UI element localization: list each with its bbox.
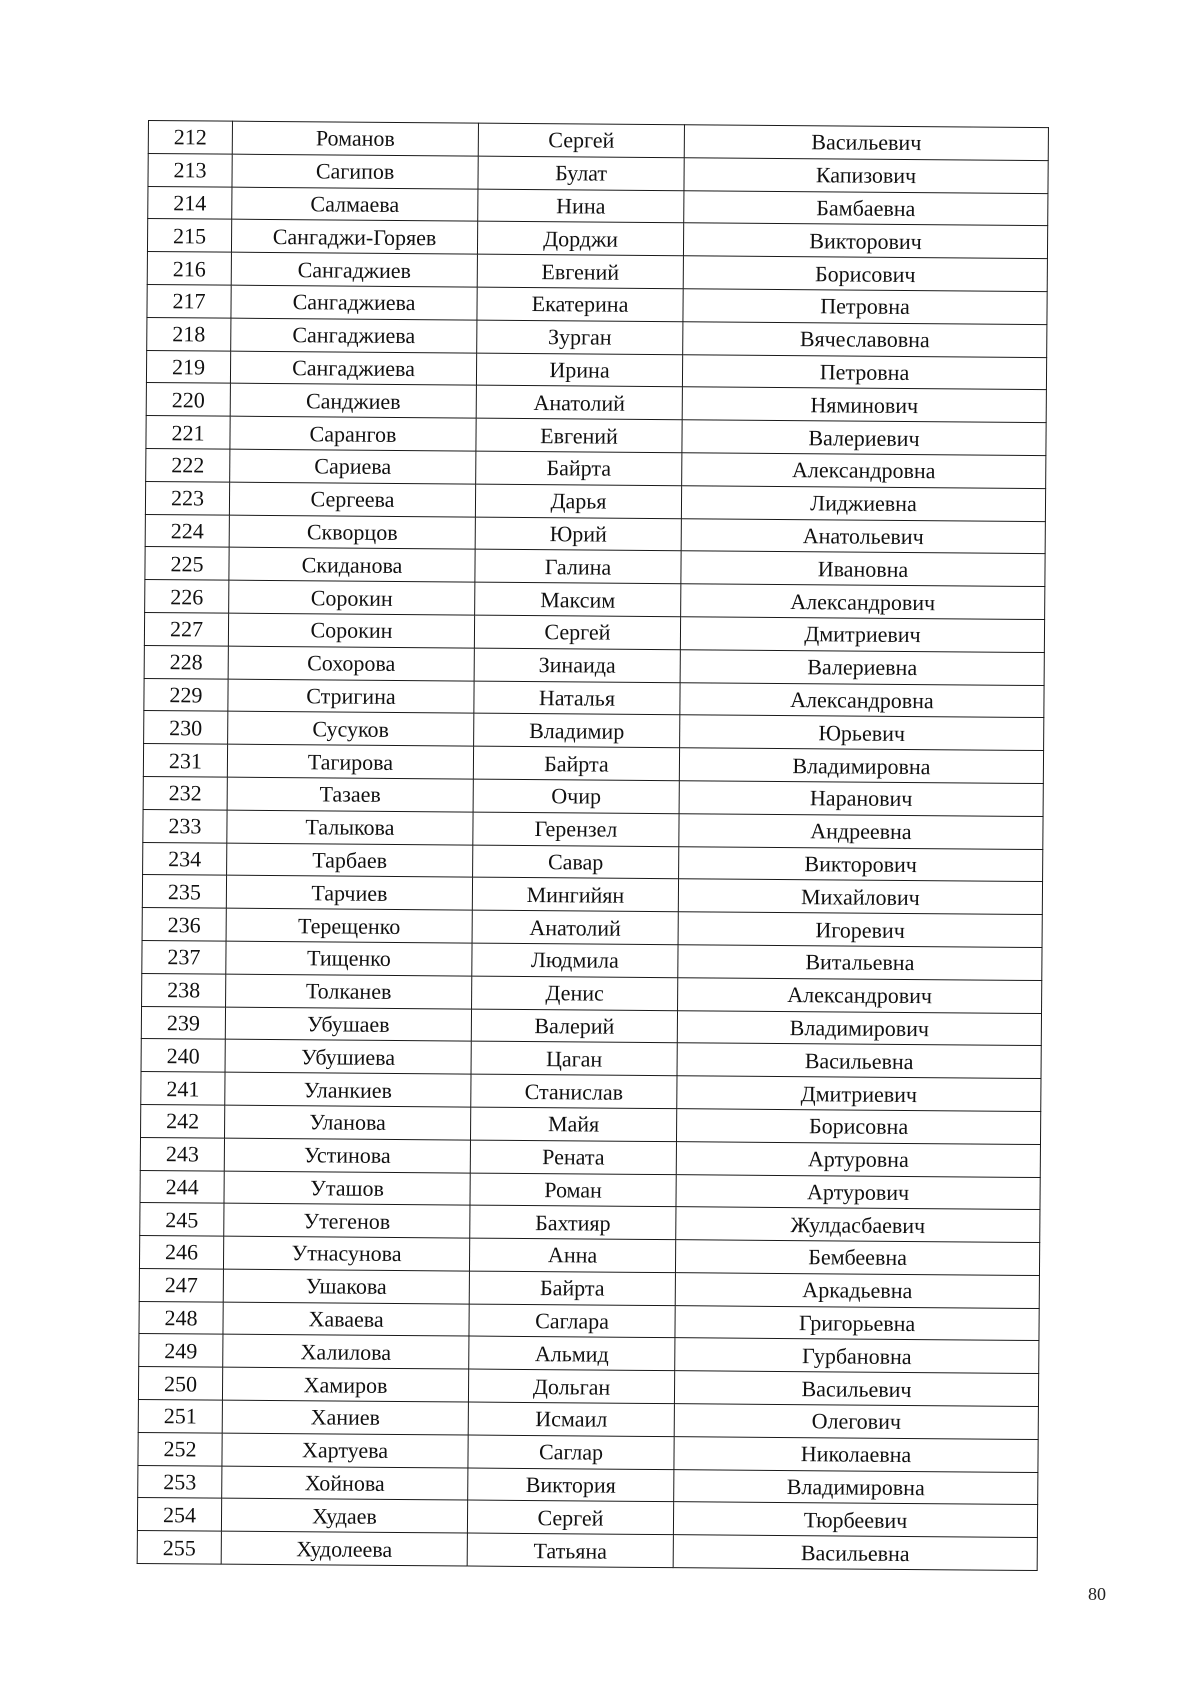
- patronymic-cell: Валериевна: [680, 649, 1044, 685]
- first-name-cell: Дарья: [475, 484, 681, 518]
- last-name-cell: Убушиева: [225, 1039, 471, 1074]
- patronymic-cell: Александрович: [681, 584, 1045, 620]
- last-name-cell: Тазаев: [227, 777, 473, 812]
- first-name-cell: Бахтияр: [470, 1205, 676, 1239]
- patronymic-cell: Тюрбеевич: [673, 1502, 1037, 1538]
- patronymic-cell: Николаевна: [674, 1437, 1038, 1473]
- row-number-cell: 238: [142, 973, 226, 1006]
- last-name-cell: Сангаджиева: [230, 351, 476, 386]
- row-number-cell: 240: [141, 1039, 225, 1072]
- row-number-cell: 235: [142, 875, 226, 908]
- patronymic-cell: Анатольевич: [681, 518, 1045, 554]
- last-name-cell: Устинова: [224, 1138, 470, 1173]
- last-name-cell: Худаев: [221, 1499, 467, 1534]
- row-number-cell: 237: [142, 940, 226, 973]
- last-name-cell: Утнасунова: [223, 1236, 469, 1271]
- patronymic-cell: Бамбаевна: [684, 190, 1048, 226]
- row-number-cell: 253: [138, 1465, 222, 1498]
- first-name-cell: Исмаил: [468, 1402, 674, 1436]
- first-name-cell: Нина: [478, 189, 684, 223]
- row-number-cell: 213: [148, 153, 232, 186]
- patronymic-cell: Петровна: [683, 289, 1047, 325]
- patronymic-cell: Петровна: [682, 354, 1046, 390]
- first-name-cell: Татьяна: [467, 1533, 673, 1567]
- last-name-cell: Хаваева: [223, 1302, 469, 1337]
- first-name-cell: Альмид: [469, 1337, 675, 1371]
- last-name-cell: Стригина: [228, 679, 474, 714]
- patronymic-cell: Борисович: [683, 256, 1047, 292]
- last-name-cell: Хартуева: [222, 1433, 468, 1468]
- row-number-cell: 254: [137, 1498, 221, 1531]
- first-name-cell: Людмила: [472, 943, 678, 977]
- row-number-cell: 218: [147, 317, 231, 350]
- patronymic-cell: Наранович: [679, 781, 1043, 817]
- row-number-cell: 230: [144, 711, 228, 744]
- first-name-cell: Саглара: [469, 1304, 675, 1338]
- first-name-cell: Владимир: [474, 713, 680, 747]
- last-name-cell: Сохорова: [228, 646, 474, 681]
- row-number-cell: 225: [145, 547, 229, 580]
- patronymic-cell: Борисовна: [676, 1109, 1040, 1145]
- first-name-cell: Максим: [475, 582, 681, 616]
- first-name-cell: Очир: [473, 779, 679, 813]
- patronymic-cell: Вячеславовна: [683, 321, 1047, 357]
- first-name-cell: Юрий: [475, 517, 681, 551]
- last-name-cell: Сарангов: [230, 416, 476, 451]
- patronymic-cell: Александровна: [682, 453, 1046, 489]
- first-name-cell: Сергей: [474, 615, 680, 649]
- last-name-cell: Сорокин: [229, 580, 475, 615]
- page-number: 80: [1088, 1584, 1106, 1604]
- patronymic-cell: Владимировна: [679, 748, 1043, 784]
- patronymic-cell: Григорьевна: [675, 1305, 1039, 1341]
- first-name-cell: Булат: [478, 156, 684, 190]
- patronymic-cell: Гурбановна: [675, 1338, 1039, 1374]
- patronymic-cell: Васильевна: [673, 1535, 1037, 1571]
- row-number-cell: 214: [148, 186, 232, 219]
- first-name-cell: Зурган: [477, 320, 683, 354]
- last-name-cell: Уташов: [224, 1171, 470, 1206]
- last-name-cell: Сорокин: [228, 613, 474, 648]
- row-number-cell: 236: [142, 908, 226, 941]
- row-number-cell: 232: [143, 776, 227, 809]
- last-name-cell: Тагирова: [227, 744, 473, 779]
- last-name-cell: Хойнова: [222, 1466, 468, 1501]
- first-name-cell: Евгений: [476, 418, 682, 452]
- row-number-cell: 226: [145, 580, 229, 613]
- patronymic-cell: Аркадьевна: [675, 1273, 1039, 1309]
- first-name-cell: Дорджи: [477, 221, 683, 255]
- first-name-cell: Савар: [473, 845, 679, 879]
- first-name-cell: Анатолий: [472, 910, 678, 944]
- patronymic-cell: Артурович: [676, 1174, 1040, 1210]
- last-name-cell: Сангаджиева: [231, 285, 477, 320]
- row-number-cell: 249: [139, 1334, 223, 1367]
- first-name-cell: Анатолий: [476, 385, 682, 419]
- row-number-cell: 221: [146, 416, 230, 449]
- first-name-cell: Байрта: [473, 746, 679, 780]
- patronymic-cell: Валериевич: [682, 420, 1046, 456]
- row-number-cell: 244: [140, 1170, 224, 1203]
- patronymic-cell: Александрович: [678, 977, 1042, 1013]
- patronymic-cell: Олегович: [674, 1404, 1038, 1440]
- row-number-cell: 251: [138, 1400, 222, 1433]
- row-number-cell: 229: [144, 678, 228, 711]
- patronymic-cell: Владимирович: [677, 1010, 1041, 1046]
- row-number-cell: 212: [148, 121, 232, 154]
- patronymic-cell: Владимировна: [674, 1469, 1038, 1505]
- row-number-cell: 234: [143, 842, 227, 875]
- last-name-cell: Халилова: [223, 1335, 469, 1370]
- patronymic-cell: Капизович: [684, 158, 1048, 194]
- last-name-cell: Тарчиев: [226, 875, 472, 910]
- last-name-cell: Сангаджиева: [231, 318, 477, 353]
- first-name-cell: Наталья: [474, 681, 680, 715]
- patronymic-cell: Васильевич: [684, 125, 1048, 161]
- last-name-cell: Сангаджиев: [231, 252, 477, 287]
- last-name-cell: Уланова: [225, 1105, 471, 1140]
- last-name-cell: Сангаджи-Горяев: [231, 220, 477, 255]
- row-number-cell: 245: [140, 1203, 224, 1236]
- patronymic-cell: Жулдасбаевич: [676, 1207, 1040, 1243]
- first-name-cell: Екатерина: [477, 287, 683, 321]
- row-number-cell: 239: [141, 1006, 225, 1039]
- row-number-cell: 215: [147, 219, 231, 252]
- last-name-cell: Тищенко: [226, 941, 472, 976]
- patronymic-cell: Викторович: [683, 223, 1047, 259]
- first-name-cell: Галина: [475, 549, 681, 583]
- row-number-cell: 216: [147, 252, 231, 285]
- patronymic-cell: Васильевна: [677, 1043, 1041, 1079]
- patronymic-cell: Игоревич: [678, 912, 1042, 948]
- first-name-cell: Сергей: [478, 123, 684, 157]
- last-name-cell: Скворцов: [229, 515, 475, 550]
- first-name-cell: Байрта: [469, 1271, 675, 1305]
- last-name-cell: Хамиров: [222, 1367, 468, 1402]
- last-name-cell: Скиданова: [229, 548, 475, 583]
- patronymic-cell: Дмитриевич: [680, 617, 1044, 653]
- row-number-cell: 241: [141, 1072, 225, 1105]
- patronymic-cell: Викторович: [679, 846, 1043, 882]
- last-name-cell: Сусуков: [228, 711, 474, 746]
- patronymic-cell: Михайлович: [678, 879, 1042, 915]
- first-name-cell: Валерий: [471, 1009, 677, 1043]
- first-name-cell: Денис: [472, 976, 678, 1010]
- patronymic-cell: Бембеевна: [675, 1240, 1039, 1276]
- row-number-cell: 250: [138, 1367, 222, 1400]
- patronymic-cell: Юрьевич: [680, 715, 1044, 751]
- first-name-cell: Ирина: [476, 353, 682, 387]
- last-name-cell: Уланкиев: [225, 1072, 471, 1107]
- row-number-cell: 219: [146, 350, 230, 383]
- first-name-cell: Виктория: [468, 1468, 674, 1502]
- first-name-cell: Рената: [470, 1140, 676, 1174]
- last-name-cell: Сагипов: [232, 154, 478, 189]
- patronymic-cell: Ивановна: [681, 551, 1045, 587]
- row-number-cell: 242: [141, 1104, 225, 1137]
- first-name-cell: Роман: [470, 1173, 676, 1207]
- last-name-cell: Убушаев: [225, 1007, 471, 1042]
- row-number-cell: 248: [139, 1301, 223, 1334]
- last-name-cell: Тарбаев: [227, 843, 473, 878]
- patronymic-cell: Лиджиевна: [681, 485, 1045, 521]
- row-number-cell: 255: [137, 1531, 221, 1564]
- patronymic-cell: Андреевна: [679, 813, 1043, 849]
- first-name-cell: Байрта: [476, 451, 682, 485]
- last-name-cell: Ушакова: [223, 1269, 469, 1304]
- last-name-cell: Сергеева: [229, 482, 475, 517]
- row-number-cell: 217: [147, 284, 231, 317]
- row-number-cell: 222: [146, 448, 230, 481]
- patronymic-cell: Александровна: [680, 682, 1044, 718]
- patronymic-cell: Дмитриевич: [677, 1076, 1041, 1112]
- row-number-cell: 223: [145, 481, 229, 514]
- last-name-cell: Худолеева: [221, 1531, 467, 1566]
- first-name-cell: Цаган: [471, 1041, 677, 1075]
- row-number-cell: 228: [144, 645, 228, 678]
- first-name-cell: Саглар: [468, 1435, 674, 1469]
- patronymic-cell: Артуровна: [676, 1141, 1040, 1177]
- last-name-cell: Романов: [232, 121, 478, 156]
- first-name-cell: Герензел: [473, 812, 679, 846]
- last-name-cell: Толканев: [226, 974, 472, 1009]
- patronymic-cell: Васильевич: [674, 1371, 1038, 1407]
- first-name-cell: Дольган: [468, 1369, 674, 1403]
- first-name-cell: Станислав: [471, 1074, 677, 1108]
- last-name-cell: Утегенов: [224, 1203, 470, 1238]
- row-number-cell: 247: [139, 1268, 223, 1301]
- last-name-cell: Сариева: [230, 449, 476, 484]
- first-name-cell: Зинаида: [474, 648, 680, 682]
- row-number-cell: 231: [143, 744, 227, 777]
- first-name-cell: Анна: [469, 1238, 675, 1272]
- last-name-cell: Салмаева: [232, 187, 478, 222]
- last-name-cell: Ханиев: [222, 1400, 468, 1435]
- row-number-cell: 227: [144, 612, 228, 645]
- patronymic-cell: Няминович: [682, 387, 1046, 423]
- first-name-cell: Майя: [471, 1107, 677, 1141]
- last-name-cell: Талыкова: [227, 810, 473, 845]
- first-name-cell: Мингийян: [472, 877, 678, 911]
- last-name-cell: Санджиев: [230, 384, 476, 419]
- row-number-cell: 220: [146, 383, 230, 416]
- first-name-cell: Сергей: [467, 1501, 673, 1535]
- name-list-table: [137, 120, 1049, 1571]
- row-number-cell: 243: [140, 1137, 224, 1170]
- last-name-cell: Терещенко: [226, 908, 472, 943]
- row-number-cell: 233: [143, 809, 227, 842]
- patronymic-cell: Витальевна: [678, 945, 1042, 981]
- table-row: [137, 1531, 1037, 1571]
- row-number-cell: 224: [145, 514, 229, 547]
- name-list-body: [137, 121, 1048, 1571]
- first-name-cell: Евгений: [477, 254, 683, 288]
- row-number-cell: 252: [138, 1432, 222, 1465]
- row-number-cell: 246: [139, 1236, 223, 1269]
